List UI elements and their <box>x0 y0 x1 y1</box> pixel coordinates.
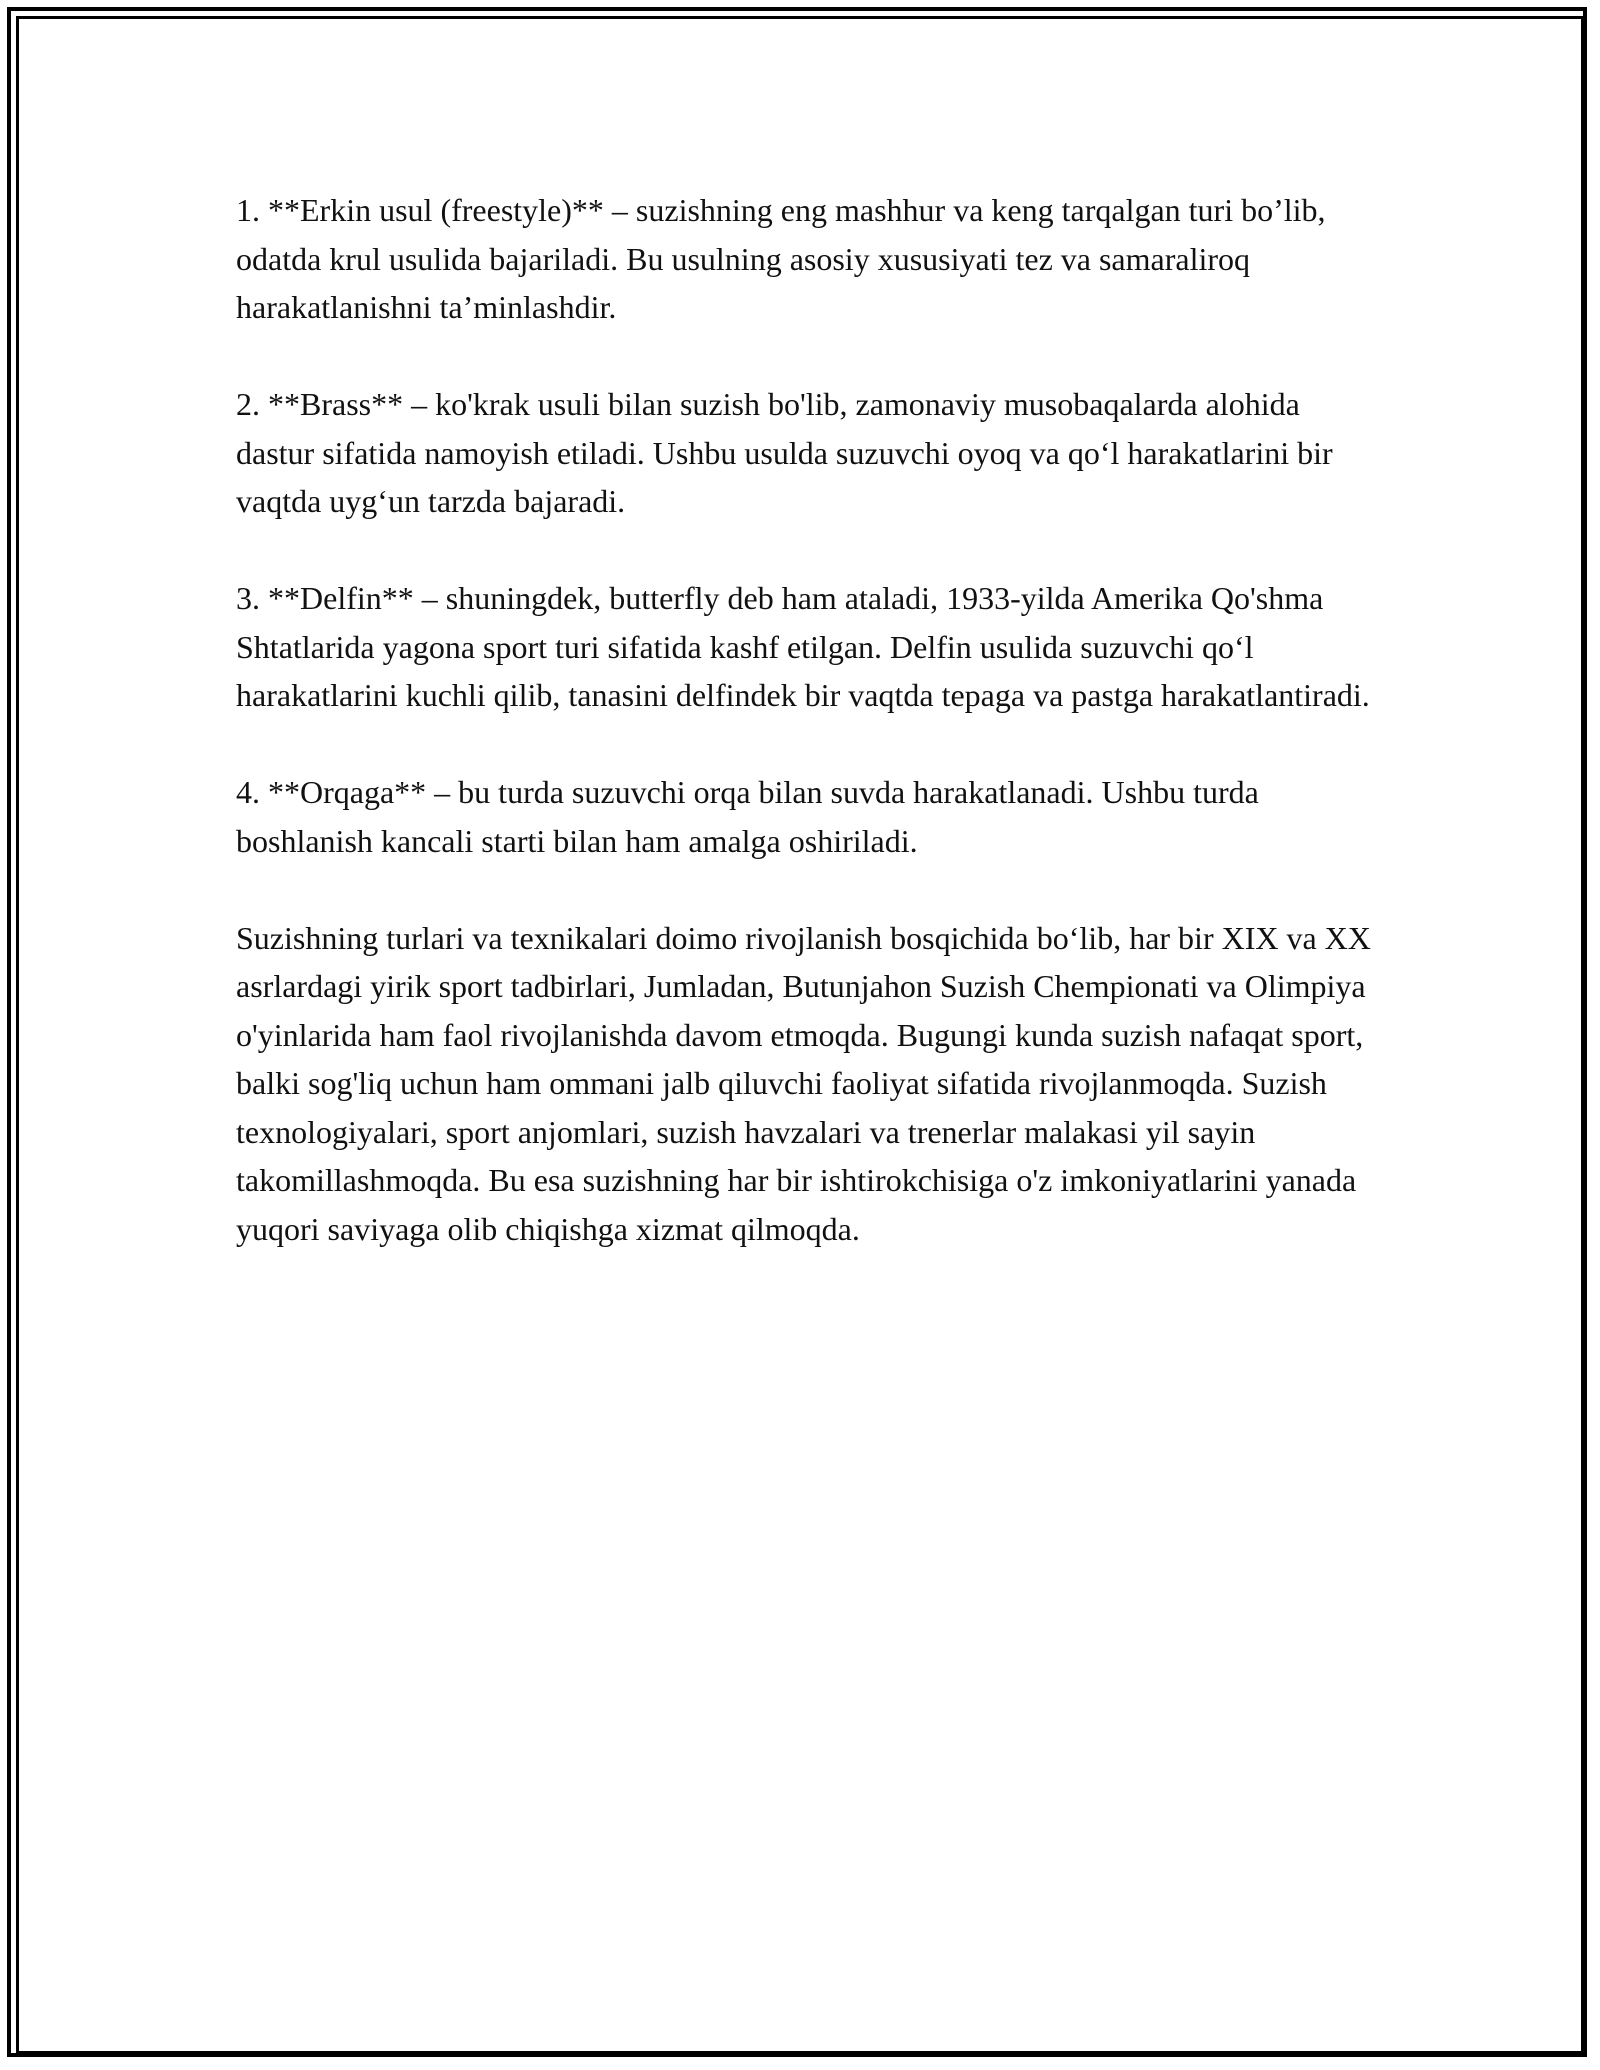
paragraph-summary: Suzishning turlari va texnikalari doimo rivojlanish bosqichida bo‘lib, har bir XIX va XX asrlardagi yirik sport tadbirlari, Jumladan, Butunjahon Suzish Chempionati va Olimpiya o'yinlarida ham faol rivojlanishda davom etmoqda. Bugungi kunda suzish nafaqat sport, balki sog'liq uchun ham ommani jalb qiluvchi faoliyat sifatida rivojlanmoqda. Suzish texnologiyalari, sport anjomlari, suzish havzalari va trenerlar malakasi yil sayin takomillashmoqda. Bu esa suzishning har bir ishtirokchisiga o'z imkoniyatlarini yanada yuqori saviyaga olib chiqishga xizmat qilmoqda. <box>236 919 1371 1247</box>
paragraph-freestyle: 1. **Erkin usul (freestyle)** – suzishning eng mashhur va keng tarqalgan turi bo’lib, odatda krul usulida bajariladi. Bu usulning asosiy xususiyati tez va samaraliroq harakatlanishni ta’minlashdir. <box>236 192 1326 325</box>
paragraph-orqaga: 4. **Orqaga** – bu turda suzuvchi orqa bilan suvda harakatlanadi. Ushbu turda boshlanish kancali starti bilan ham amalga oshiriladi. <box>236 774 1259 859</box>
document-body <box>236 186 1376 1302</box>
paragraph-delfin: 3. **Delfin** – shuningdek, butterfly deb ham ataladi, 1933-yilda Amerika Qo'shma Shtatlarida yagona sport turi sifatida kashf etilgan. Delfin usulida suzuvchi qo‘l harakatlarini kuchli qilib, tanasini delfindek bir vaqtda tepaga va pastga harakatlantiradi. <box>236 580 1370 713</box>
paragraph-brass: 2. **Brass** – ko'krak usuli bilan suzish bo'lib, zamonaviy musobaqalarda alohida dastur sifatida namoyish etiladi. Ushbu usulda suzuvchi oyoq va qo‘l harakatlarini bir vaqtda uyg‘un tarzda bajaradi. <box>236 386 1333 519</box>
